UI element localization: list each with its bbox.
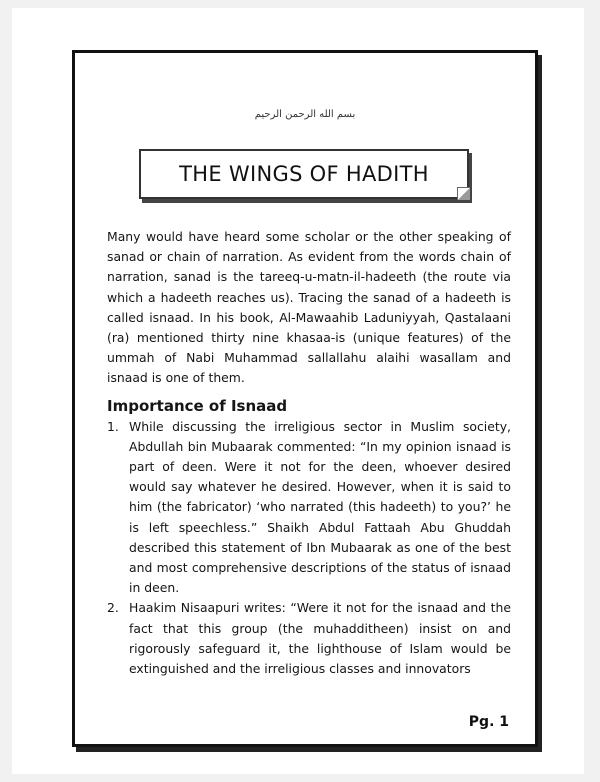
- list-item: [107, 598, 511, 679]
- numbered-list: [107, 417, 511, 680]
- page-curl-decoration: [457, 187, 470, 200]
- page-sheet: [12, 8, 584, 774]
- page-number: Pg. 1: [468, 714, 509, 730]
- bismillah-header: بسم الله الرحمن الرحيم: [254, 109, 356, 120]
- list-item-number: 2.: [107, 600, 119, 616]
- document-body: [107, 227, 511, 679]
- list-item-text: Haakim Nisaapuri writes: “Were it not for the isnaad and the fact that this group (the muhadditheen) insist on and rigorously safeguard it, the lighthouse of Islam would be extinguished and the irreligious classes and innovators: [129, 600, 511, 677]
- title-box: [139, 149, 469, 199]
- page-border-frame: [72, 50, 538, 747]
- document-title: THE WINGS OF HADITH: [179, 162, 429, 186]
- list-item: [107, 417, 511, 599]
- section-heading: Importance of Isnaad: [107, 396, 288, 415]
- intro-paragraph: Many would have heard some scholar or the other speaking of sanad or chain of narration. As evident from the words chain of narration, sanad is the tareeq-u-matn-il-hadeeth (the route via which a hadeeth reaches us). Tracing the sanad of a hadeeth is called isnaad. In his book, Al-Mawaahib Laduniyyah, Qastalaani (ra) mentioned thirty nine khasaa-is (unique features) of the ummah of Nabi Muhammad sallallahu alaihi wasallam and isnaad is one of them.: [107, 229, 511, 386]
- list-item-text: While discussing the irreligious sector in Muslim society, Abdullah bin Mubaarak commented: “In my opinion isnaad is part of deen. Were it not for the deen, whoever desired would say whatever he desired. However, when it is said to him (the fabricator) ‘who narrated (this hadeeth) to you?’ he is left speechless.” Shaikh Abdul Fattaah Abu Ghuddah described this statement of Ibn Mubaarak as one of the best and most comprehensive descriptions of the status of isnaad in deen.: [129, 418, 511, 596]
- list-item-number: 1.: [107, 418, 119, 434]
